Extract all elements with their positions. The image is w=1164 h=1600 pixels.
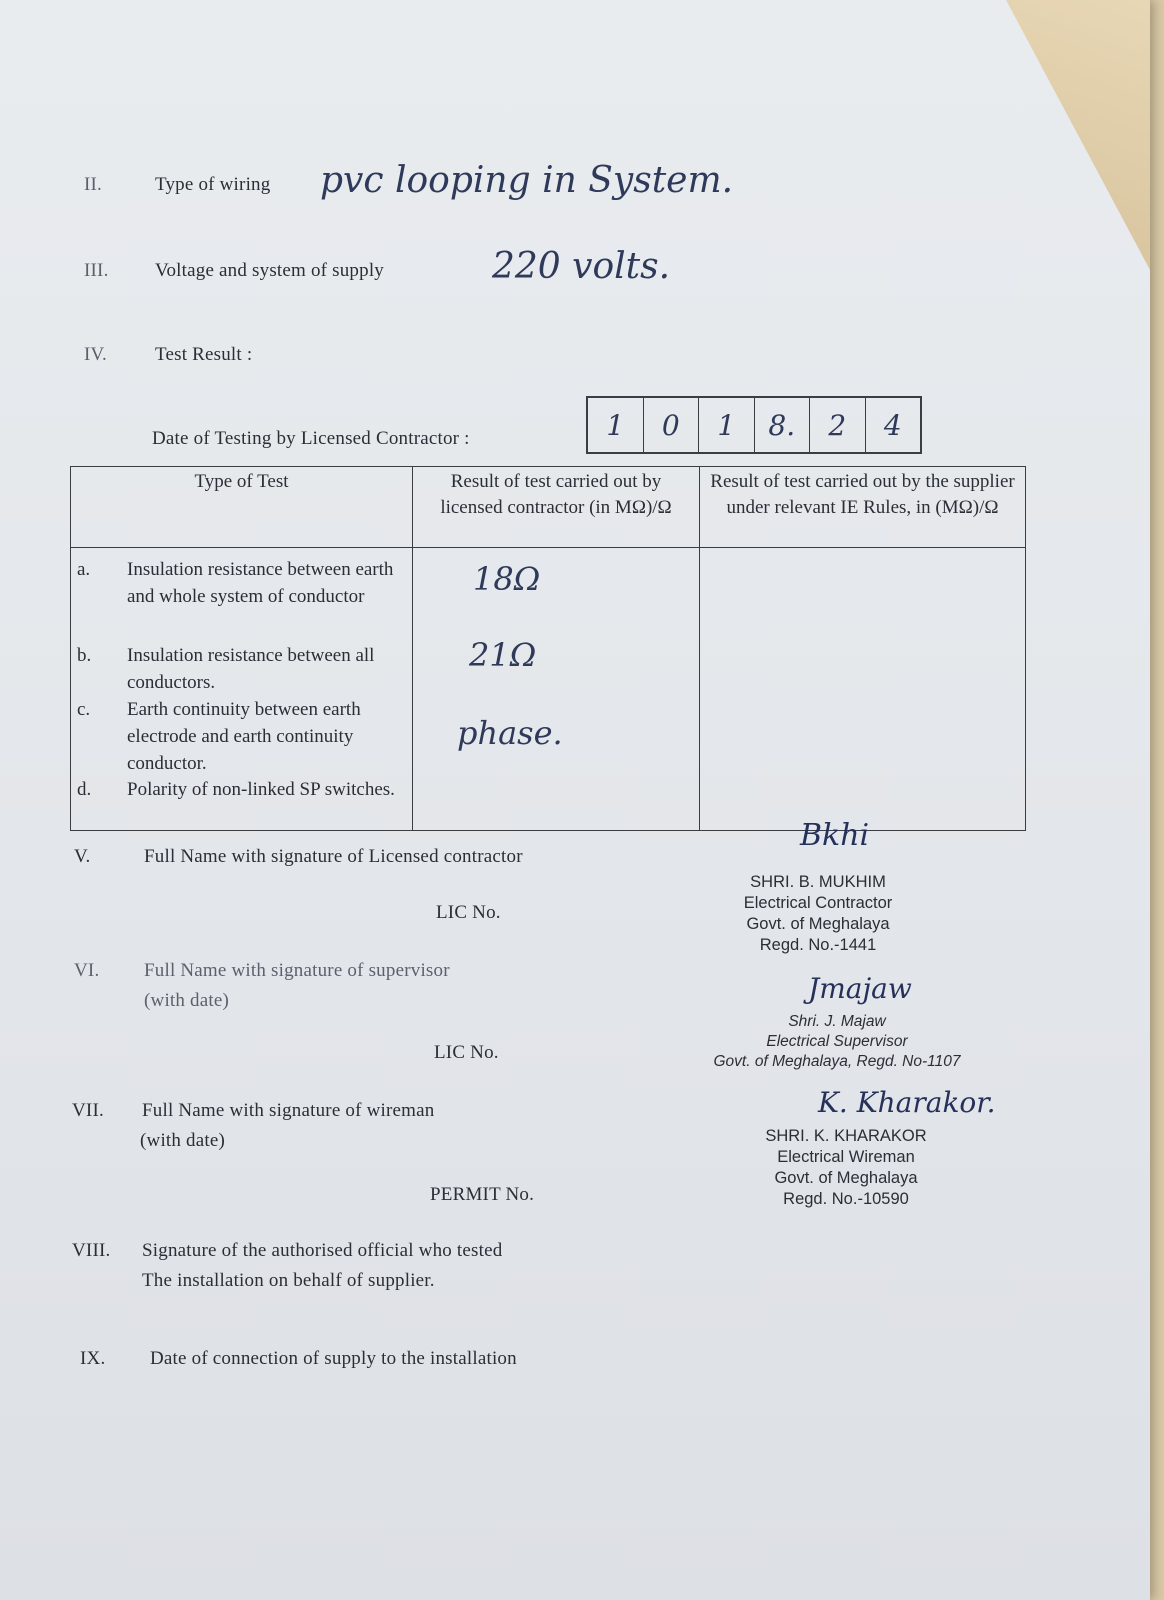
row-key: d. — [77, 779, 92, 800]
stamp-line: Shri. J. Majaw — [788, 1013, 886, 1030]
supplier-results-cell — [700, 548, 1026, 831]
test-row-c — [77, 696, 417, 777]
test-row-a — [77, 556, 417, 610]
item-number-ix: IX. — [80, 1348, 106, 1369]
wiring-type-value: pvc looping in System. — [320, 160, 734, 201]
date-digit: 1 — [699, 398, 755, 452]
stamp-line: Regd. No.-10590 — [783, 1190, 909, 1208]
result-c: phase. — [457, 714, 563, 752]
stamp-line: Electrical Wireman — [777, 1148, 915, 1166]
date-digit: 0 — [644, 398, 700, 452]
supervisor-signature-label: Full Name with signature of supervisor — [144, 960, 450, 981]
test-results-table — [70, 466, 1026, 831]
wireman-date-note: (with date) — [140, 1130, 226, 1151]
stamp-line: Regd. No.-1441 — [759, 936, 877, 954]
test-row-d — [77, 776, 417, 803]
wireman-stamp — [746, 1126, 946, 1210]
authorised-official-sub: The installation on behalf of supplier. — [142, 1270, 435, 1291]
item-number-vi: VI. — [74, 960, 100, 981]
item-number-v: V. — [74, 846, 91, 867]
row-text: Insulation resistance between all conductors. — [127, 645, 375, 693]
test-row-b — [77, 642, 417, 696]
item-number-viii: VIII. — [72, 1240, 111, 1261]
stamp-line: Govt. of Meghalaya, Regd. No-1107 — [713, 1053, 961, 1070]
result-b: 21Ω — [469, 636, 537, 674]
voltage-label: Voltage and system of supply — [155, 260, 385, 281]
voltage-value: 220 volts. — [492, 246, 671, 287]
result-a: 18Ω — [473, 560, 541, 598]
supply-connection-date-label: Date of connection of supply to the installation — [150, 1348, 517, 1369]
header-type-of-test: Type of Test — [71, 467, 413, 548]
item-number-vii: VII. — [72, 1100, 104, 1121]
row-text: Polarity of non-linked SP switches. — [127, 779, 395, 800]
contractor-lic-label: LIC No. — [436, 902, 501, 923]
contractor-signature: Bkhi — [800, 818, 870, 853]
contractor-stamp — [708, 872, 928, 956]
test-types-cell — [71, 548, 413, 831]
wireman-signature: K. Kharakor. — [818, 1086, 996, 1119]
date-digit: 2 — [810, 398, 866, 452]
stamp-line: SHRI. K. KHARAKOR — [765, 1127, 927, 1145]
contractor-results-cell — [413, 548, 700, 831]
wireman-permit-label: PERMIT No. — [430, 1184, 535, 1205]
stamp-line: Electrical Supervisor — [766, 1033, 908, 1050]
contractor-signature-label: Full Name with signature of Licensed contractor — [144, 846, 523, 867]
date-digit: 4 — [883, 408, 902, 442]
stamp-line: Govt. of Meghalaya — [746, 915, 890, 933]
paper-corner — [990, 0, 1150, 270]
item-number-iii: III. — [84, 260, 109, 281]
item-number-ii: II. — [84, 174, 103, 195]
item-number-iv: IV. — [84, 344, 107, 365]
stamp-line: Electrical Contractor — [743, 894, 893, 912]
supervisor-date-note: (with date) — [144, 990, 230, 1011]
date-digit: 1 — [588, 398, 644, 452]
supervisor-lic-label: LIC No. — [434, 1042, 499, 1063]
row-text: Earth continuity between earth electrode and earth continuity conductor. — [127, 699, 361, 774]
stamp-line: Govt. of Meghalaya — [774, 1169, 918, 1187]
row-key: b. — [77, 645, 92, 666]
test-result-label: Test Result : — [155, 344, 253, 365]
row-key: c. — [77, 699, 91, 720]
date-digit: 8. — [755, 398, 811, 452]
supervisor-signature: Jmajaw — [808, 972, 912, 1005]
supervisor-stamp — [712, 1012, 962, 1072]
header-supplier-result: Result of test carried out by the supplier under relevant IE Rules, in (MΩ)/Ω — [700, 467, 1026, 548]
stamp-line: SHRI. B. MUKHIM — [750, 873, 886, 891]
date-testing-box — [586, 396, 922, 454]
row-text: Insulation resistance between earth and whole system of conductor — [127, 559, 394, 607]
date-testing-label: Date of Testing by Licensed Contractor : — [152, 428, 470, 449]
wiring-type-label: Type of wiring — [155, 174, 271, 195]
header-contractor-result: Result of test carried out by licensed contractor (in MΩ)/Ω — [413, 467, 700, 548]
wireman-signature-label: Full Name with signature of wireman — [142, 1100, 435, 1121]
row-key: a. — [77, 559, 91, 580]
authorised-official-label: Signature of the authorised official who tested — [142, 1240, 503, 1261]
